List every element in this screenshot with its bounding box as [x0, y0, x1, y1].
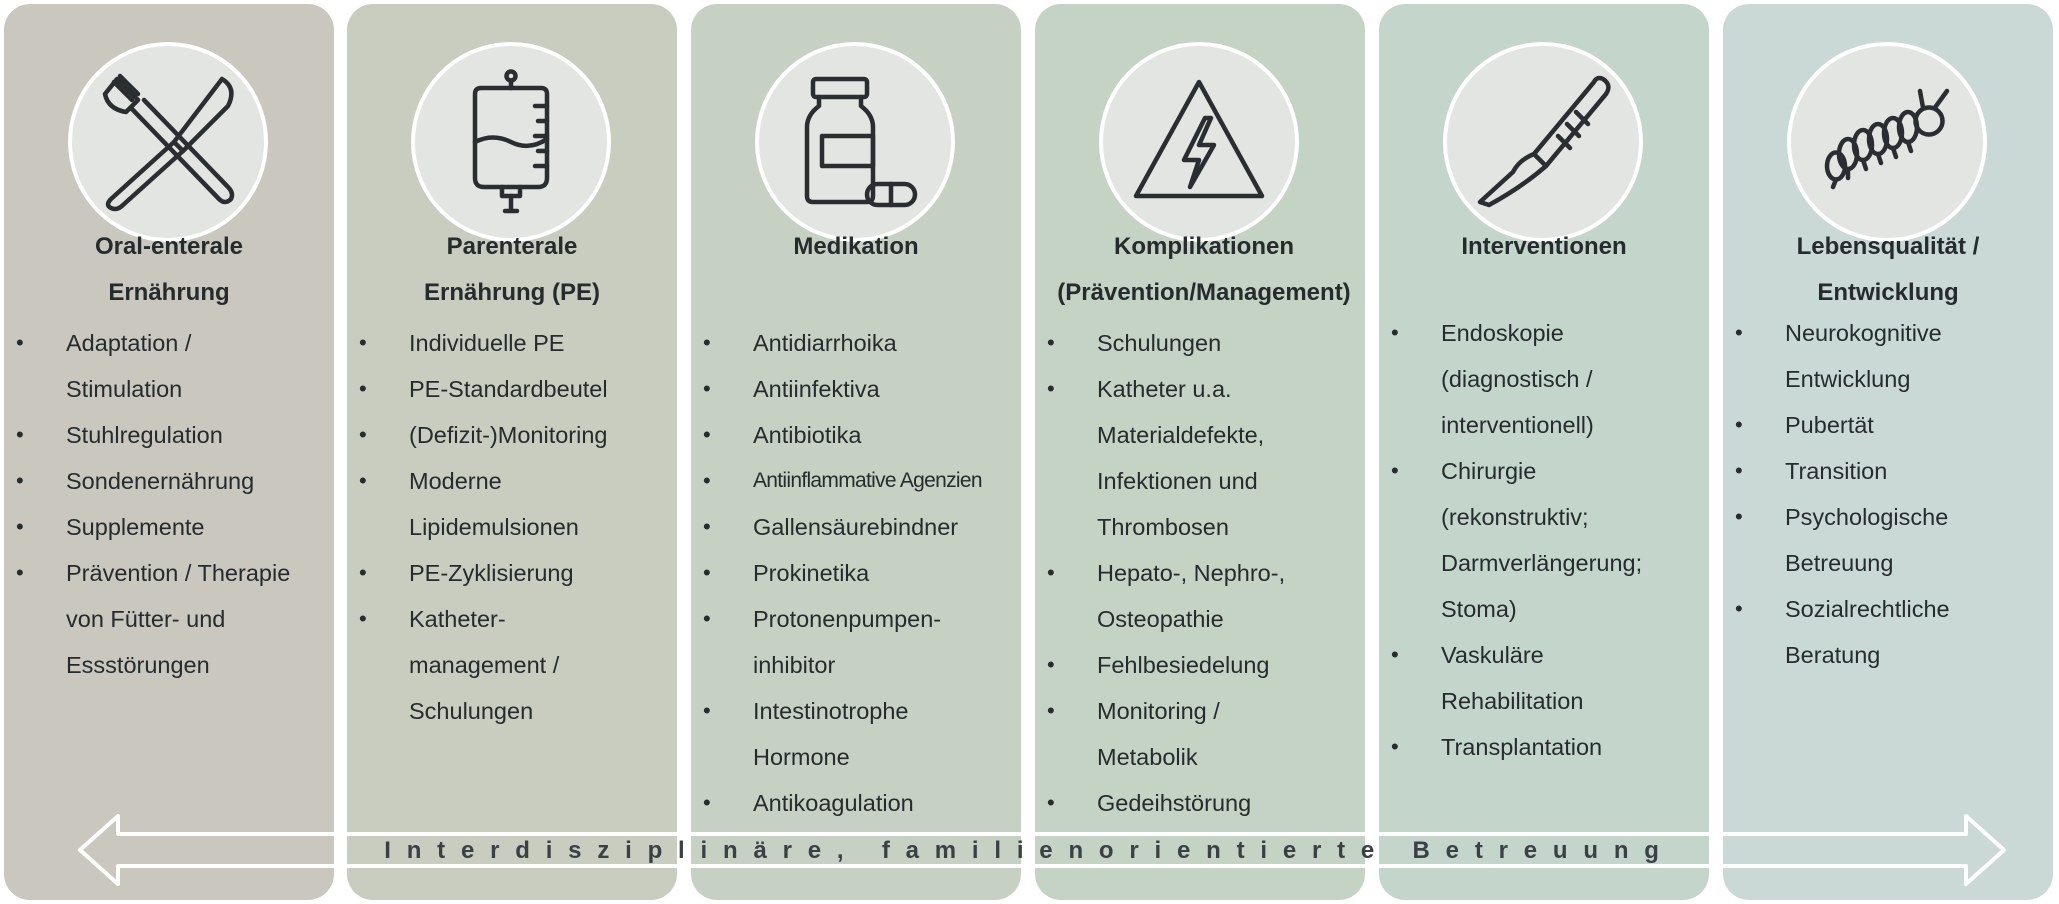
column-title: [14, 224, 324, 316]
column-title-line: Ernährung: [108, 279, 230, 306]
column-title-line: Interventionen: [1461, 233, 1627, 260]
list-item: • Antibiotika: [691, 412, 1015, 458]
banner-text: Interdisziplinäre, familienorientierte Betreuung: [384, 837, 1675, 864]
list-item: • Antidiarrhoika: [691, 320, 1015, 366]
list-item: • Prävention / Therapie von Fütter- und Essstörungen: [4, 550, 328, 688]
list-item: • Gedeihstörung: [1035, 780, 1359, 826]
list-item: • Prokinetika: [691, 550, 1015, 596]
list-item: • Fehlbesiedelung: [1035, 642, 1359, 688]
list-item: • Transition: [1723, 448, 2047, 494]
list-item: • Neurokognitive Entwicklung: [1723, 310, 1965, 402]
iv-bag-icon: [411, 42, 611, 242]
list-item: • Antiinflammative Agenzien: [691, 458, 1015, 504]
list-item: • Protonenpumpen-inhibitor: [691, 596, 953, 688]
list-item: • Katheter u.a. Materialdefekte, Infektionen und Thrombosen: [1035, 366, 1297, 550]
list-item: • Individuelle PE: [347, 320, 671, 366]
list-item: • Chirurgie (rekonstruktiv; Darmverlängerung; Stoma): [1379, 448, 1641, 632]
item-list: [347, 320, 671, 734]
column-title: [701, 224, 1011, 270]
column-medication: [691, 4, 1021, 900]
list-item: • Psychologische Betreuung: [1723, 494, 1985, 586]
column-title-line: Komplikationen: [1113, 233, 1294, 260]
item-list: [691, 320, 1015, 826]
list-item: • PE-Standardbeutel: [347, 366, 671, 412]
list-item: • Supplemente: [4, 504, 328, 550]
column-interventions: [1379, 4, 1709, 900]
list-item: • Schulungen: [1035, 320, 1359, 366]
list-item: • Endoskopie (diagnostisch / interventionell): [1379, 310, 1621, 448]
list-item: • Stuhlregulation: [4, 412, 328, 458]
medication-icon: [755, 42, 955, 242]
column-title-line: Oral-enterale: [94, 233, 244, 260]
caterpillar-icon: [1787, 42, 1987, 242]
column-title-line: Ernährung (PE): [423, 279, 600, 306]
list-item: • Antiinfektiva: [691, 366, 1015, 412]
list-item: • Pubertät: [1723, 402, 2047, 448]
column-oral-enteral: [4, 4, 334, 900]
column-title-line: (Prävention/Management): [1057, 279, 1351, 306]
column-title-line: Parenterale: [446, 233, 578, 260]
item-list: [1379, 310, 1703, 770]
list-item: • Intestinotrophe Hormone: [691, 688, 953, 780]
item-list: [1035, 320, 1359, 826]
column-title-line: Entwicklung: [1817, 279, 1959, 306]
item-list: [4, 320, 328, 688]
list-item: • Antikoagulation: [691, 780, 1015, 826]
column-parenteral: [347, 4, 677, 900]
column-title-line: Medikation: [793, 233, 919, 260]
column-title: [1389, 224, 1699, 270]
warning-icon: [1099, 42, 1299, 242]
list-item: • Moderne Lipidemulsionen: [347, 458, 609, 550]
list-item: • Sozialrechtliche Beratung: [1723, 586, 1985, 678]
column-title: [1733, 224, 2043, 316]
item-list: [1723, 310, 2047, 678]
list-item: • PE-Zyklisierung: [347, 550, 671, 596]
list-item: • Vaskuläre Rehabilitation: [1379, 632, 1621, 724]
list-item: • (Defizit-)Monitoring: [347, 412, 671, 458]
cutlery-icon: [68, 42, 268, 242]
list-item: • Sondenernährung: [4, 458, 328, 504]
list-item: • Hepato-, Nephro-, Osteopathie: [1035, 550, 1317, 642]
list-item: • Adaptation / Stimulation: [4, 320, 216, 412]
column-title: [1035, 224, 1373, 316]
column-quality-of-life: [1723, 4, 2053, 900]
scalpel-icon: [1443, 42, 1643, 242]
column-complications: [1035, 4, 1365, 900]
list-item: • Katheter-management / Schulungen: [347, 596, 609, 734]
list-item: • Transplantation: [1379, 724, 1703, 770]
list-item: • Monitoring / Metabolik: [1035, 688, 1297, 780]
column-title-line: Lebensqualität /: [1796, 233, 1980, 260]
list-item: • Gallensäurebindner: [691, 504, 1015, 550]
column-title: [357, 224, 667, 316]
